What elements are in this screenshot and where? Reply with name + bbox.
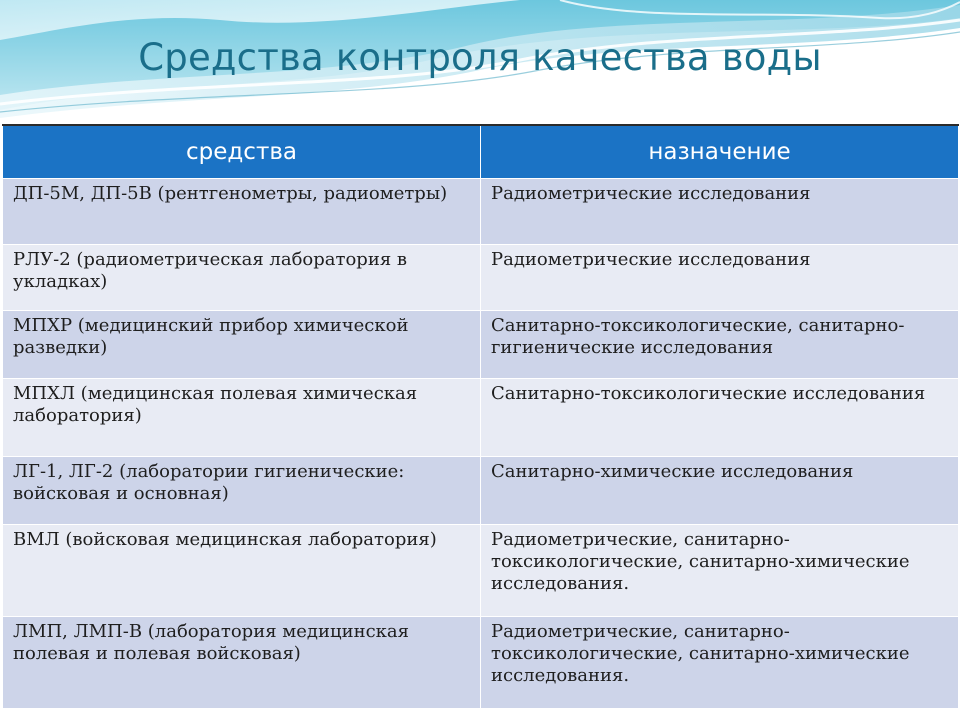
purpose-cell: Санитарно-токсикологические исследования xyxy=(481,379,959,457)
purpose-cell: Радиометрические исследования xyxy=(481,245,959,311)
column-header-purpose: назначение xyxy=(481,125,959,179)
tool-cell: РЛУ-2 (радиометрическая лаборатория в укладках) xyxy=(3,245,481,311)
tools-table xyxy=(2,124,959,709)
tool-cell: МПХЛ (медицинская полевая химическая лаборатория) xyxy=(3,379,481,457)
table-row xyxy=(3,617,959,709)
purpose-cell: Радиометрические, санитарно-токсикологические, санитарно-химические исследования. xyxy=(481,525,959,617)
purpose-cell: Радиометрические исследования xyxy=(481,179,959,245)
table-row xyxy=(3,525,959,617)
table-row xyxy=(3,311,959,379)
tool-cell: ЛМП, ЛМП-В (лаборатория медицинская полевая и полевая войсковая) xyxy=(3,617,481,709)
slide-title: Средства контроля качества воды xyxy=(138,36,822,79)
tool-cell: ВМЛ (войсковая медицинская лаборатория) xyxy=(3,525,481,617)
table-row xyxy=(3,457,959,525)
tool-cell: ЛГ-1, ЛГ-2 (лаборатории гигиенические: войсковая и основная) xyxy=(3,457,481,525)
purpose-cell: Санитарно-токсикологические, санитарно-гигиенические исследования xyxy=(481,311,959,379)
purpose-cell: Радиометрические, санитарно-токсикологические, санитарно-химические исследования. xyxy=(481,617,959,709)
tool-cell: ДП-5М, ДП-5В (рентгенометры, радиометры) xyxy=(3,179,481,245)
table-header-row xyxy=(3,125,959,179)
column-header-tools: средства xyxy=(3,125,481,179)
table-row xyxy=(3,245,959,311)
purpose-cell: Санитарно-химические исследования xyxy=(481,457,959,525)
table-row xyxy=(3,379,959,457)
table-row xyxy=(3,179,959,245)
tool-cell: МПХР (медицинский прибор химической разведки) xyxy=(3,311,481,379)
